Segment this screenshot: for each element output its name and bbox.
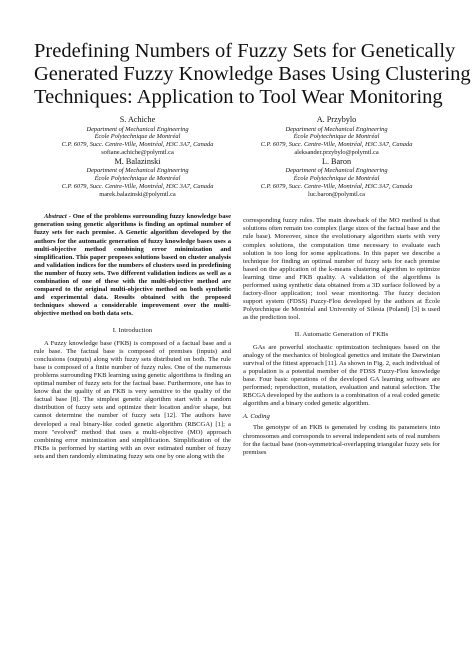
author-email[interactable]: marek.balazinski@polymtl.ca <box>99 190 176 198</box>
author-department: Department of Mechanical Engineering <box>86 125 189 133</box>
author-address: C.P. 6079, Succ. Centre-Ville, Montréal, H3C 3A7, Canada <box>61 182 214 190</box>
author-name: A. Przybylo <box>316 115 357 124</box>
subsection-heading-coding: A. Coding <box>243 413 270 421</box>
author-school: École Polytechnique de Montréal <box>94 174 181 182</box>
title-line-1: Predefining Numbers of Fuzzy Sets for Genetically <box>34 40 456 62</box>
author-school: École Polytechnique de Montréal <box>94 133 181 141</box>
section-heading-introduction: I. Introduction <box>112 326 153 334</box>
coding-paragraph: The genotype of an FKB is generated by coding its parameters into chromosomes and corresponds to several independent sets of real numbers for the factual base (non-symmetrical-overlapping triangular fuzzy sets for premises <box>243 424 441 456</box>
left-column <box>34 213 231 460</box>
paper-title <box>34 40 471 109</box>
author-name: M. Balazinski <box>114 156 161 166</box>
author-column-left <box>38 115 237 198</box>
author-block <box>34 115 440 198</box>
author-email[interactable]: sofiane.achiche@polymtl.ca <box>101 148 174 156</box>
author-name: L. Baron <box>321 156 352 166</box>
introduction-continued: corresponding fuzzy rules. The main drawback of the MO method is that solutions often remain too complex (large sizes of the factual base and the rule base). Moreover, since the evolutionary algorithm starts with very complex solutions, the computation time necessary to evaluate each solution is too long for some applications. In this paper we describe a technique for finding an optimal number of fuzzy sets for each premise based on the application of the k-means clustering algorithm to optimize learning time and FKB quality. A validation of the algorithms is performed using synthetic data obtained from a 3D surface followed by a factory-floor application; tool wear monitoring. The fuzzy decision support system (FDSS) Fuzzy-Flou developed by the authors at École Polytechnique de Montréal and University of Silesia (Poland) [3] is used as the prediction tool. <box>243 217 440 321</box>
right-column <box>243 213 440 460</box>
author-address: C.P. 6079, Succ. Centre-Ville, Montréal, H3C 3A7, Canada <box>260 141 413 149</box>
section-heading-automatic-generation: II. Automatic Generation of FKBs <box>294 330 389 338</box>
author-department: Department of Mechanical Engineering <box>285 125 388 133</box>
automatic-generation-paragraph: GAs are powerful stochastic optimization techniques based on the analogy of the mechanics of biological genetics and imitate the Darwinian survival of the fittest approach [11]. As shown in Fig. 2, each individual of a population is a potential member of the FDSS Fuzzy-Flou knowledge base. Four basic operations of the developed GA learning software are performed; reproduction, mutation, evaluation and natural selection. The RBCGA developed by the authors is a combination of a real coded genetic algorithm and a binary coded genetic algorithm. <box>243 344 440 408</box>
introduction-paragraph: A Fuzzy knowledge base (FKB) is composed of a factual base and a rule base. The factual base is composed of premises (inputs) and conclusions (outputs) along with fuzzy sets distributed on both. The rule base is composed of a finite number of fuzzy rules. One of the numerous problems surrounding FKB learning using genetic algorithms is finding an optimal number of fuzzy sets for the factual base. Furthermore, one has to know that the quality of an FKB is very sensitive to the quality of the factual base [8]. The simplest genetic algorithm start with a random distribution of fuzzy sets and optimize their location and/or shape, but cannot determine the number of fuzzy sets [12]. The authors have developed a real binary-like coded genetic algorithm (RBCGA) [1]; a more ''evolved'' method that uses a multi-objective (MO) approach combining error minimization and simplification. Simplification of the FKBs is performed by starting with an over estimated number of fuzzy sets and then randomly eliminating fuzzy sets one by one along with the <box>34 340 231 460</box>
author-column-right <box>237 115 436 198</box>
author-address: C.P. 6079, Succ. Centre-Ville, Montréal, H3C 3A7, Canada <box>61 141 214 149</box>
abstract <box>34 213 231 318</box>
abstract-text: - One of the problems surrounding fuzzy knowledge base generation using genetic algorithms is finding an optimal number of fuzzy sets for each premise. A Genetic algorithm developed by the authors for the automatic generation of fuzzy knowledge bases uses a multi-objective method combining error minimization and simplification. This paper proposes solutions based on cluster analysis and validation indices for the numbers of clusters used in predefining the number of fuzzy sets. Two different validation indices as well as a combination of one of these with the multi-objective method are compared to the original multi-objective method on both synthetic and experimental data. Results obtained with the proposed techniques showed a considerable improvement over the multi-objective method on both data sets. <box>34 213 231 317</box>
abstract-label: Abstract <box>44 213 67 221</box>
author-name: S. Achiche <box>119 115 156 124</box>
author-address: C.P. 6079, Succ. Centre-Ville, Montréal, H3C 3A7, Canada <box>260 182 413 190</box>
author-department: Department of Mechanical Engineering <box>285 167 388 175</box>
author-school: École Polytechnique de Montréal <box>293 133 380 141</box>
paper-page <box>0 40 474 653</box>
author-email[interactable]: luc.baron@polymtl.ca <box>308 190 365 198</box>
title-line-3: Techniques: Application to Tool Wear Monitoring <box>34 86 443 108</box>
body-columns <box>34 213 440 460</box>
title-line-2: Generated Fuzzy Knowledge Bases Using Clustering <box>34 63 471 85</box>
author-school: École Polytechnique de Montréal <box>293 174 380 182</box>
author-department: Department of Mechanical Engineering <box>86 167 189 175</box>
author-email[interactable]: aleksander.przybylo@polymtl.ca <box>294 148 379 156</box>
